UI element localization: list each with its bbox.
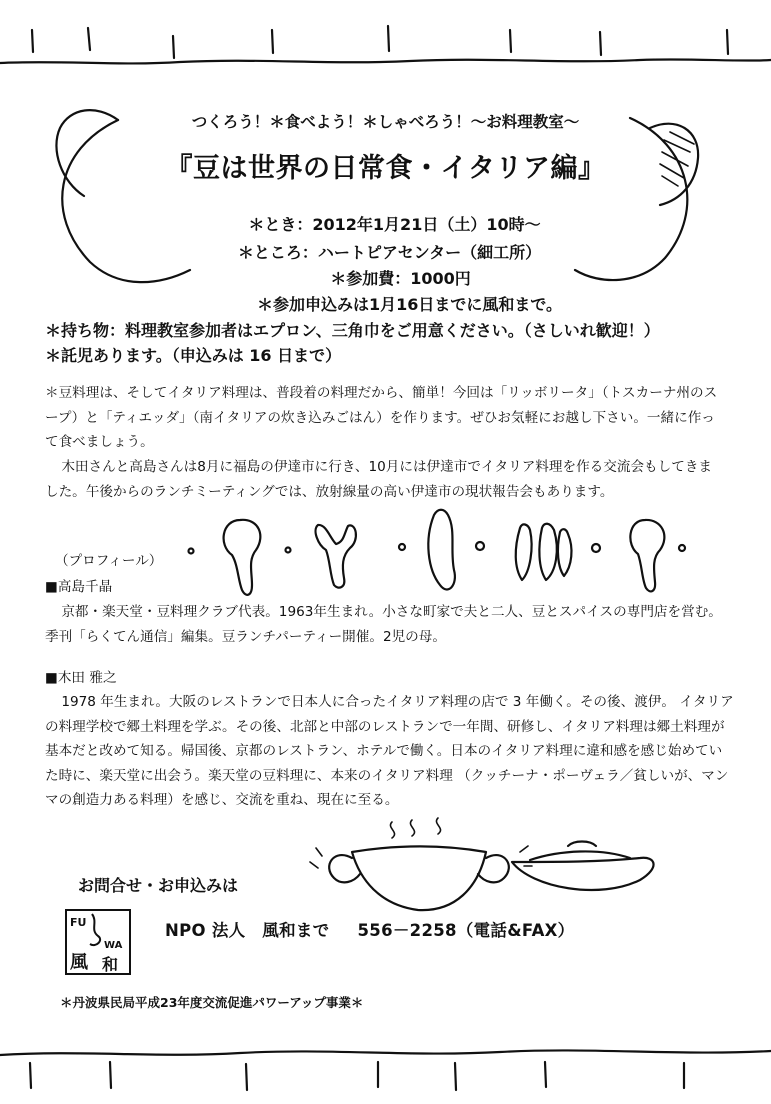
profile-bio-1: [45, 600, 735, 649]
page-title: 『豆は世界の日常食・イタリア編』: [165, 153, 606, 184]
profile-heading: （プロフィール）: [55, 553, 163, 569]
contact-organization: NPO 法人 風和まで: [165, 921, 330, 940]
svg-text:FU: FU: [70, 916, 87, 929]
contact-phone-note: （電話&FAX）: [456, 921, 575, 940]
event-date: ＊とき：2012年1月21日（土）10時～: [248, 215, 541, 234]
items-to-bring: ＊持ち物：料理教室参加者はエプロン、三角巾をご用意ください。（さしいれ歓迎！）: [45, 321, 660, 340]
childcare-note: ＊託児あります。（申込みは 16 日まで）: [45, 346, 342, 365]
profile-name-2: ■木田 雅之: [45, 670, 117, 686]
sponsor-note: ＊丹波県民局平成23年度交流促進パワーアップ事業＊: [60, 995, 364, 1010]
intro-paragraph-1: ＊豆料理は、そしてイタリア料理は、普段着の料理だから、簡単！今回は「リッボリータ」（トスカーナ州のスープ）と「ティエッダ」（南イタリアの炊き込みごはん）を作ります。ぜひお気軽にお越し下さい。一緒に作って食べましょう。: [45, 385, 718, 450]
svg-text:WA: WA: [104, 940, 123, 951]
intro-paragraph-2-text: 木田さんと高島さんは8月に福島の伊達市に行き、10月には伊達市でイタリア料理を作る交流会もしてきました。午後からのランチミーティングでは、放射線量の高い伊達市の現状報告会もあります。: [45, 459, 713, 500]
profile-name-1: ■高島千晶: [45, 579, 113, 595]
event-deadline: ＊参加申込みは1月16日までに風和まで。: [256, 295, 563, 314]
contact-line: [165, 917, 574, 941]
contact-phone: 556－2258: [357, 921, 457, 940]
svg-text:和: 和: [102, 955, 119, 974]
tagline: つくろう！＊食べよう！＊しゃべろう！～お料理教室～: [191, 113, 580, 131]
event-place: ＊ところ：ハートピアセンター（細工所）: [237, 243, 542, 262]
profile-bio-2: [45, 690, 735, 813]
contact-heading: お問合せ・お申込みは: [78, 876, 239, 895]
fuwa-logo-icon: [64, 908, 132, 976]
fuwa-logo: [64, 908, 132, 976]
intro-paragraph-2: [45, 455, 725, 504]
profile-bio-1-text: 京都・楽天堂・豆料理クラブ代表。1963年生まれ。小さな町家で夫と二人、豆とスパイスの専門店を営む。季刊「らくてん通信」編集。豆ランチパーティー開催。2児の母。: [45, 604, 722, 645]
profile-bio-2-text: 1978 年生まれ。大阪のレストランで日本人に合ったイタリア料理の店で 3 年働く。その後、渡伊。 イタリアの料理学校で郷土料理を学ぶ。その後、北部と中部のレストランで一年間、研修し、イタリア料理は郷土料理が基本だと改めて知る。帰国後、京都のレストラン、ホテルで働く。日本のイタリア料理に違和感を感じ始めていた時に、楽天堂に出会う。楽天堂の豆料理に、本来のイタリア料理 （クッチーナ・ポーヴェラ／貧しいが、マンマの創造力ある料理）を感じ、交流を重ね、現在に至る。: [45, 694, 734, 808]
svg-text:風: 風: [70, 952, 88, 973]
event-fee: ＊参加費：1000円: [330, 269, 471, 288]
